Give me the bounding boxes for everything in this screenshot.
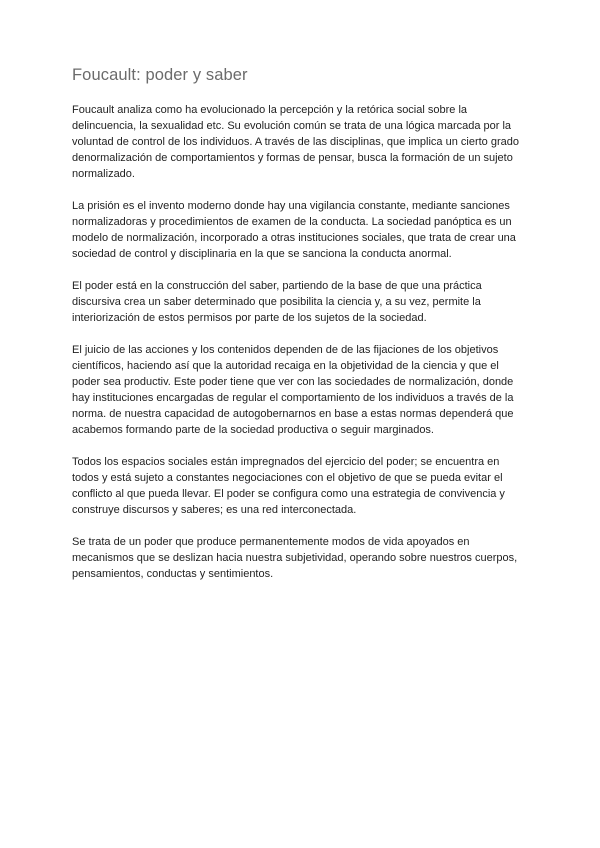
paragraph: La prisión es el invento moderno donde hay una vigilancia constante, mediante sanciones normalizadoras y procedimientos de examen de la conducta. La sociedad panóptica es un modelo de normalización, incorporado a otras instituciones sociales, que trata de crear una sociedad de control y disciplinaria en la que se sanciona la conducta anormal.: [72, 200, 516, 260]
paragraph: El poder está en la construcción del saber, partiendo de la base de que una práctica discursiva crea un saber determinado que posibilita la ciencia y, a su vez, permite la interiorización de estos permisos por parte de los sujetos de la sociedad.: [72, 280, 482, 324]
paragraph: Todos los espacios sociales están impregnados del ejercicio del poder; se encuentra en todos y está sujeto a constantes negociaciones con el objetivo de que se pueda evitar el conflicto al que pueda llevar. El poder se configura como una estrategia de convivencia y construye discursos y saberes; es una red interconectada.: [72, 456, 505, 516]
paragraph: El juicio de las acciones y los contenidos dependen de de las fijaciones de los objetivos científicos, haciendo así que la autoridad recaiga en la objetividad de la ciencia y que el poder sea productiv. Este poder tiene que ver con las sociedades de normalización, donde hay instituciones encargadas de regular el comportamiento de los individuos a través de la norma. de nuestra capacidad de autogobernarnos en base a estas normas dependerá que acabemos formando parte de la sociedad productiva o seguir marginados.: [72, 344, 514, 436]
paragraph: Se trata de un poder que produce permanentemente modos de vida apoyados en mecanismos que se deslizan hacia nuestra subjetividad, operando sobre nuestros cuerpos, pensamientos, conductas y sentimientos.: [72, 536, 518, 580]
paragraph: Foucault analiza como ha evolucionado la percepción y la retórica social sobre la delincuencia, la sexualidad etc. Su evolución común se trata de una lógica marcada por la voluntad de control de los individuos. A través de las disciplinas, que implica un cierto grado denormalización de comportamientos y formas de pensar, busca la formación de un sujeto normalizado.: [72, 104, 519, 180]
document-title: Foucault: poder y saber: [72, 66, 248, 84]
